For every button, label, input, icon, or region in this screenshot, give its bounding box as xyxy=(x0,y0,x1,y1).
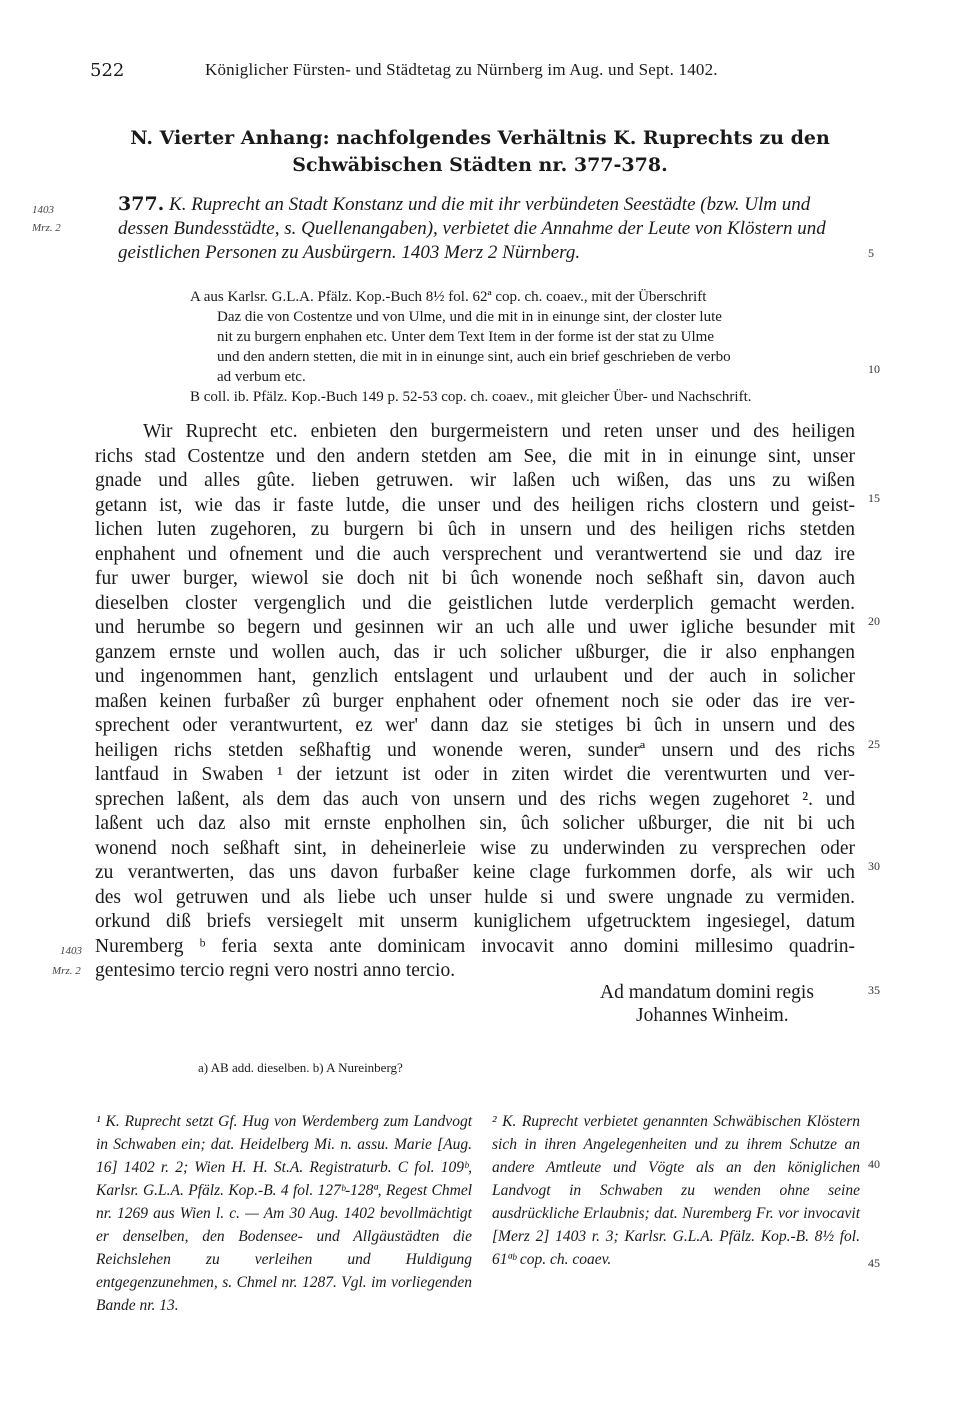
text-line: dieselben closter vergenglich und die geistlichen lutde verderplich gemacht werden. xyxy=(95,592,855,614)
running-head: Königlicher Fürsten- und Städtetag zu Nürnberg im Aug. und Sept. 1402. xyxy=(205,60,718,79)
text-line: gnade und alles gûte. lieben getruwen. wir laßen uch wißen, das uns zu wißen xyxy=(95,470,855,491)
footnote-1: ¹ K. Ruprecht setzt Gf. Hug von Werdemberg zum Landvogt in Schwaben ein; dat. Heidelberg Mi. n. assu. Marie [Aug. 16] 1402 r. 2; Wien H. H. St.A. Registraturb. C fol. 109ᵇ, Karlsr. G.L.A. Pfälz. Kop.-B. 4 fol. 127ᵇ-128ª, Regest Chmel nr. 1269 aus Wien l. c. — Am 30 Aug. 1402 bevollmächtigt er denselben, den Bodensee- und Allgäustädten die Reichslehen zu verleihen und Huldigung entgegenzunehmen, s. Chmel nr. 1287. Vgl. im vorliegenden Bande nr. 13. xyxy=(96,1113,472,1314)
text-line: heiligen richs stetden seßhaftig und wonende weren, sunderª unsern und des richs xyxy=(95,739,855,761)
text-line: laßent uch daz also mit ernste enpholhen sin, ûch solicher ußburger, die nit bi uch xyxy=(95,813,855,834)
signature-line-2: Johannes Winheim. xyxy=(636,1005,789,1026)
line-number: 25 xyxy=(868,737,880,751)
apparatus-line-5: ad verbum etc. xyxy=(217,369,306,385)
line-number: 45 xyxy=(868,1256,880,1270)
text-line: maßen keinen furbaßer zû burger enphahent oder ofnement noch sie oder das ire ver- xyxy=(95,690,855,712)
line-number: 15 xyxy=(868,491,880,505)
text-line: des wol getruwen und als liebe uch unser hulde si und swere ungnade zu vermiden. xyxy=(95,886,855,908)
regest-text: K. Ruprecht an Stadt Konstanz und die mit ihr verbündeten Seestädte (bzw. Ulm und dessen Bundesstädte, s. Quellenangaben), verbietet die Annahme der Leute von Klöstern und geistlichen Personen zu Ausbürgern. 1403 Merz 2 Nürnberg. xyxy=(118,194,826,263)
text-line: ganzem ernste und wollen auch, das ir uch solicher ußburger, die ir also enphangen xyxy=(95,641,855,663)
regest xyxy=(118,192,858,265)
text-line: Wir Ruprecht etc. enbieten den burgermeistern und reten unser und des heiligen xyxy=(143,421,855,442)
line-number: 30 xyxy=(868,859,880,873)
text-line: gentesimo tercio regni vero nostri anno tercio. xyxy=(95,960,456,981)
text-line: Nuremberg ᵇ feria sexta ante dominicam invocavit anno domini millesimo quadrin- xyxy=(95,935,855,957)
signature-line-1: Ad mandatum domini regis xyxy=(600,982,814,1003)
text-line: enphahent und ofnement und die auch versprechent und verantwertend sie und daz ire xyxy=(95,543,855,565)
apparatus-line-2: Daz die von Costentze und von Ulme, und die mit in in einunge sint, der closter lute xyxy=(217,309,722,325)
text-line: sprechent oder verantwurtent, ez wer' dann daz sie stetiges bi ûch in unsern und des xyxy=(95,715,855,736)
apparatus-line-4: und den andern stetten, die mit in in einunge sint, auch ein brief geschrieben de verbo xyxy=(217,349,731,365)
section-heading: N. Vierter Anhang: nachfolgendes Verhältnis K. Ruprechts zu den Schwäbischen Städten nr. 377-378. xyxy=(130,127,830,176)
text-line: fur uwer burger, wiewol sie doch nit bi ûch wonende noch seßhaft sin, davon auch xyxy=(95,568,855,589)
textual-notes: a) AB add. dieselben. b) A Nureinberg? xyxy=(198,1060,403,1075)
regest-margin-year: 1403 xyxy=(32,204,54,216)
text-line: lichen luten zugehoren, zu burgern bi ûch in unsern und des heiligen richs stetden xyxy=(95,519,855,540)
line-number: 10 xyxy=(868,362,880,376)
main-margin-day: Mrz. 2 xyxy=(52,965,81,977)
apparatus-line-1: A aus Karlsr. G.L.A. Pfälz. Kop.-Buch 8½ fol. 62ª cop. ch. coaev., mit der Überschrift xyxy=(190,289,707,305)
text-line: orkund diß briefs versiegelt mit unserm kuniglichem ufgetrucktem ingesiegel, datum xyxy=(95,911,855,932)
document-number: 377. xyxy=(118,193,165,215)
text-line: und ingenommen hant, genzlich entslagent und urlaubent und der auch in solicher xyxy=(95,666,855,687)
main-margin-year: 1403 xyxy=(60,945,82,957)
text-line: und herumbe so begern und gesinnen wir an uch alle und uwer igliche besunder mit xyxy=(95,617,855,638)
line-number: 40 xyxy=(868,1157,880,1171)
apparatus-line-6: B coll. ib. Pfälz. Kop.-Buch 149 p. 52-53 cop. ch. coaev., mit gleicher Über- und Nachschrift. xyxy=(190,389,752,405)
text-line: sprechen laßent, als dem das auch von unsern und des richs wegen zugehoret ². und xyxy=(95,788,855,810)
text-line: zu verantwerten, das uns davon furbaßer keine clage furkommen dorfe, als wir uch xyxy=(95,862,855,883)
apparatus-line-3: nit zu burgern enphahen etc. Unter dem Text Item in der forme ist der stat zu Ulme xyxy=(217,329,714,345)
text-line: lantfaud in Swaben ¹ der ietzunt ist oder in ziten wirdet die verentwurten und ver- xyxy=(95,764,855,785)
line-number: 20 xyxy=(868,614,880,628)
line-number: 35 xyxy=(868,983,880,997)
page-number: 522 xyxy=(90,60,125,81)
regest-margin-day: Mrz. 2 xyxy=(32,222,61,234)
text-line: richs stad Costentze und den andern stetden am See, die mit in in einunge sint, unser xyxy=(95,445,855,467)
text-line: getann ist, wie das ir faste lutde, die unser und des heiligen richs clostern und geist- xyxy=(95,494,855,516)
text-line: wonend noch seßhaft sint, in deheinerleie wise zu underwinden zu versprechen oder xyxy=(95,837,855,859)
line-number: 5 xyxy=(868,246,874,260)
footnote-2: ² K. Ruprecht verbietet genannten Schwäbischen Klöstern sich in ihren Angelegenheiten und zu ihrem Schutze an andere Amtleute und Vögte als an den königlichen Landvogt in Schwaben zu wenden ohne seine ausdrückliche Erlaubnis; dat. Nuremberg Fr. vor invocavit [Merz 2] 1403 r. 3; Karlsr. G.L.A. Pfälz. Kop.-B. 8½ fol. 61ªᵇ cop. ch. coaev. xyxy=(492,1113,860,1268)
